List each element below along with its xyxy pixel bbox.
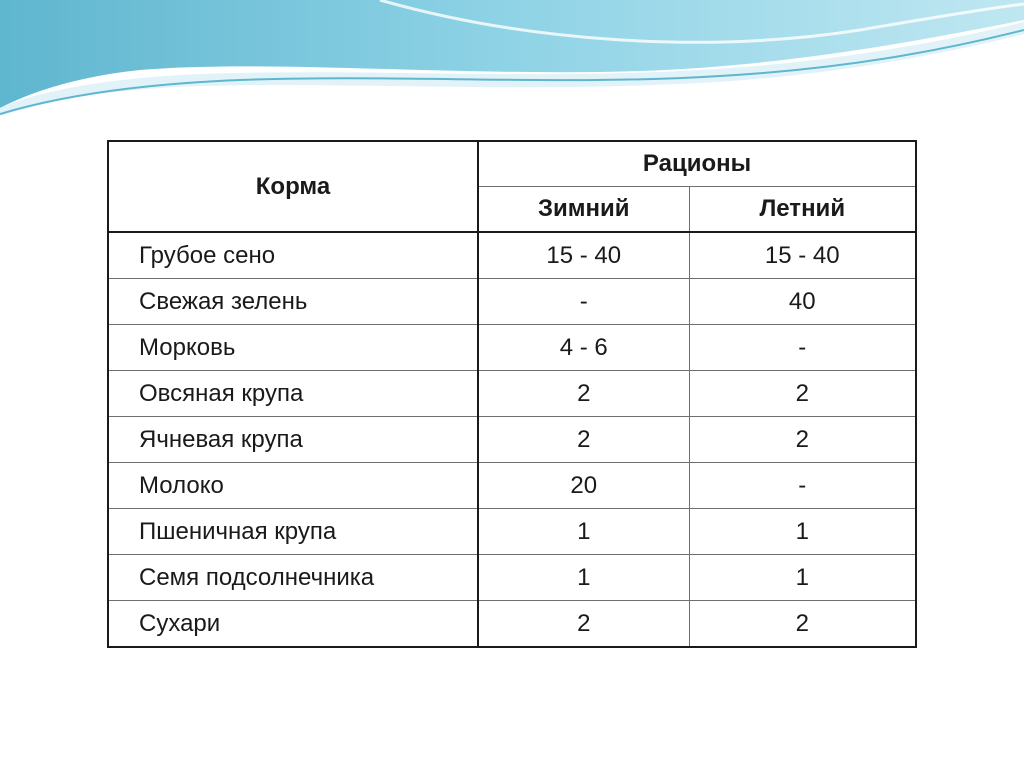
winter-amount-cell: 2	[478, 371, 689, 417]
decorative-wave-banner	[0, 0, 1024, 120]
feed-name-cell: Овсяная крупа	[108, 371, 478, 417]
feed-name-cell: Пшеничная крупа	[108, 509, 478, 555]
winter-amount-cell: 2	[478, 601, 689, 648]
winter-amount-cell: 4 - 6	[478, 325, 689, 371]
feed-ration-table	[107, 140, 917, 648]
table-row	[108, 601, 916, 648]
winter-amount-cell: -	[478, 279, 689, 325]
winter-amount-cell: 15 - 40	[478, 232, 689, 279]
summer-column-header: Летний	[689, 187, 916, 233]
summer-amount-cell: 2	[689, 417, 916, 463]
table-row	[108, 509, 916, 555]
summer-amount-cell: 40	[689, 279, 916, 325]
table-row	[108, 463, 916, 509]
summer-amount-cell: 1	[689, 509, 916, 555]
table-row	[108, 232, 916, 279]
table-header-row	[108, 141, 916, 187]
feed-name-cell: Сухари	[108, 601, 478, 648]
feed-name-cell: Грубое сено	[108, 232, 478, 279]
winter-amount-cell: 2	[478, 417, 689, 463]
table-row	[108, 279, 916, 325]
winter-amount-cell: 1	[478, 555, 689, 601]
summer-amount-cell: 15 - 40	[689, 232, 916, 279]
summer-amount-cell: 2	[689, 371, 916, 417]
feed-name-cell: Молоко	[108, 463, 478, 509]
summer-amount-cell: 2	[689, 601, 916, 648]
summer-amount-cell: -	[689, 325, 916, 371]
feed-column-header: Корма	[108, 141, 478, 232]
table-row	[108, 555, 916, 601]
table-row	[108, 371, 916, 417]
rations-column-header: Рационы	[478, 141, 916, 187]
feed-name-cell: Свежая зелень	[108, 279, 478, 325]
feed-name-cell: Ячневая крупа	[108, 417, 478, 463]
feed-name-cell: Семя подсолнечника	[108, 555, 478, 601]
summer-amount-cell: 1	[689, 555, 916, 601]
table-row	[108, 325, 916, 371]
table-row	[108, 417, 916, 463]
winter-amount-cell: 20	[478, 463, 689, 509]
winter-amount-cell: 1	[478, 509, 689, 555]
winter-column-header: Зимний	[478, 187, 689, 233]
feed-name-cell: Морковь	[108, 325, 478, 371]
summer-amount-cell: -	[689, 463, 916, 509]
